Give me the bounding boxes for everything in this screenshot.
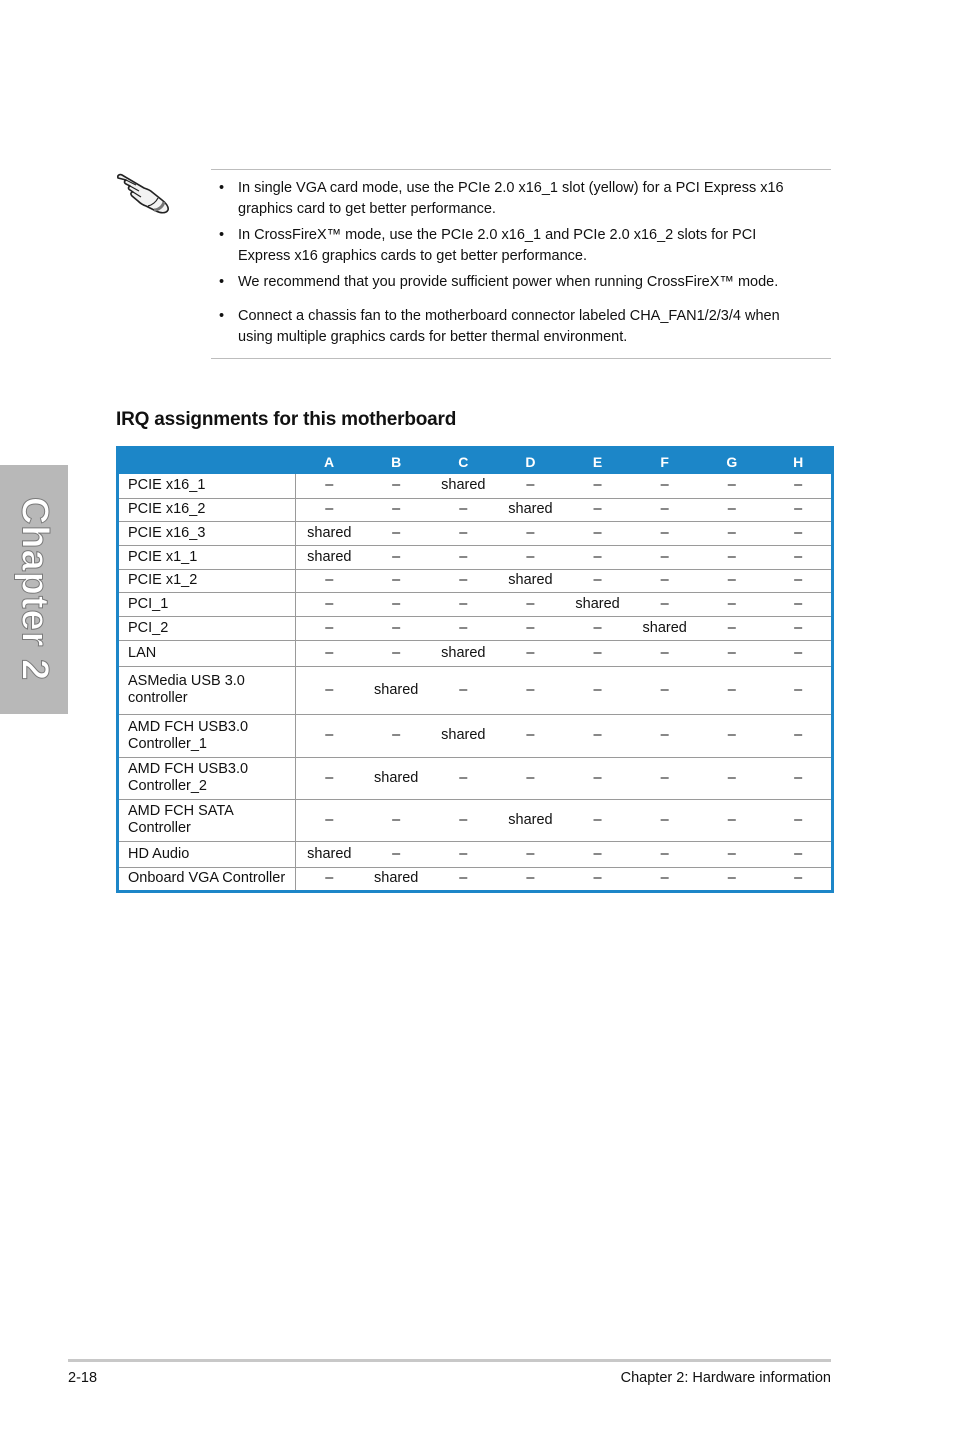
irq-cell: – — [363, 592, 430, 616]
irq-cell: – — [363, 474, 430, 498]
irq-cell: shared — [296, 841, 363, 867]
irq-cell: – — [698, 757, 765, 799]
table-row — [118, 545, 833, 569]
irq-cell: – — [430, 799, 497, 841]
irq-cell: shared — [296, 545, 363, 569]
irq-cell: – — [497, 714, 564, 757]
irq-cell: shared — [430, 640, 497, 666]
irq-cell: – — [698, 521, 765, 545]
irq-cell: – — [631, 474, 698, 498]
column-header: D — [497, 448, 564, 475]
irq-cell: – — [497, 592, 564, 616]
device-name-cell: PCIE x16_2 — [118, 498, 296, 521]
irq-cell: – — [363, 545, 430, 569]
irq-cell: – — [296, 714, 363, 757]
irq-cell: – — [698, 592, 765, 616]
table-row — [118, 841, 833, 867]
footer-divider — [68, 1359, 831, 1362]
device-name-cell: PCI_2 — [118, 616, 296, 640]
irq-cell: – — [363, 616, 430, 640]
device-name-cell: PCIE x16_3 — [118, 521, 296, 545]
irq-cell: shared — [497, 569, 564, 592]
irq-cell: – — [631, 757, 698, 799]
note-item-text: Connect a chassis fan to the motherboard connector labeled CHA_FAN1/2/3/4 when using multiple graphics cards for better thermal environment. — [238, 308, 780, 345]
irq-cell: – — [564, 714, 631, 757]
irq-cell: – — [564, 521, 631, 545]
irq-cell: – — [296, 474, 363, 498]
irq-table — [116, 446, 834, 893]
irq-cell: – — [430, 757, 497, 799]
irq-cell: – — [497, 521, 564, 545]
irq-cell: – — [698, 569, 765, 592]
irq-cell: – — [765, 498, 832, 521]
irq-cell: – — [765, 569, 832, 592]
irq-cell: shared — [564, 592, 631, 616]
irq-cell: – — [564, 640, 631, 666]
irq-cell: – — [698, 799, 765, 841]
irq-cell: – — [296, 569, 363, 592]
irq-cell: – — [296, 799, 363, 841]
irq-cell: – — [497, 841, 564, 867]
irq-cell: – — [564, 841, 631, 867]
irq-cell: – — [363, 498, 430, 521]
irq-cell: – — [363, 841, 430, 867]
irq-cell: shared — [363, 757, 430, 799]
irq-cell: – — [631, 545, 698, 569]
irq-cell: – — [631, 498, 698, 521]
irq-cell: – — [430, 498, 497, 521]
column-header — [118, 448, 296, 475]
irq-cell: – — [430, 666, 497, 714]
irq-cell: – — [497, 666, 564, 714]
irq-cell: – — [765, 640, 832, 666]
device-name-cell: AMD FCH SATA Controller — [118, 799, 296, 841]
irq-cell: – — [497, 616, 564, 640]
column-header: G — [698, 448, 765, 475]
irq-cell: – — [698, 498, 765, 521]
column-header: E — [564, 448, 631, 475]
irq-cell: – — [698, 545, 765, 569]
column-header: A — [296, 448, 363, 475]
irq-cell: – — [631, 799, 698, 841]
irq-cell: – — [698, 666, 765, 714]
irq-cell: – — [497, 545, 564, 569]
irq-cell: – — [296, 592, 363, 616]
irq-cell: – — [363, 799, 430, 841]
chapter-tab-label: Chapter 2 — [13, 496, 56, 682]
table-row — [118, 867, 833, 891]
device-name-cell: PCI_1 — [118, 592, 296, 616]
irq-cell: – — [363, 640, 430, 666]
irq-cell: shared — [497, 498, 564, 521]
table-row — [118, 799, 833, 841]
irq-cell: – — [593, 870, 602, 886]
irq-cell: – — [459, 870, 468, 886]
note-item: • Connect a chassis fan to the motherboard connector labeled CHA_FAN1/2/3/4 when using multiple graphics cards for better thermal environment. — [219, 308, 780, 345]
table-header-row — [118, 448, 833, 475]
table-row — [118, 666, 833, 714]
irq-cell: – — [698, 474, 765, 498]
column-header: F — [631, 448, 698, 475]
irq-cell: – — [631, 640, 698, 666]
table-row — [118, 474, 833, 498]
irq-cell: – — [765, 616, 832, 640]
irq-cell: shared — [631, 616, 698, 640]
irq-cell: – — [564, 569, 631, 592]
irq-cell: – — [631, 592, 698, 616]
irq-cell: shared — [430, 474, 497, 498]
irq-cell: – — [765, 666, 832, 714]
table-row — [118, 616, 833, 640]
table-row — [118, 640, 833, 666]
device-name-cell: Onboard VGA Controller — [118, 867, 296, 891]
chapter-side-tab — [0, 465, 68, 714]
table-row — [118, 592, 833, 616]
irq-cell: – — [660, 870, 669, 886]
irq-cell: – — [765, 799, 832, 841]
page-number: 2-18 — [68, 1370, 98, 1386]
irq-cell: – — [765, 474, 832, 498]
device-name-cell: LAN — [118, 640, 296, 666]
table-row — [118, 757, 833, 799]
irq-cell: – — [631, 569, 698, 592]
irq-cell: shared — [497, 799, 564, 841]
irq-cell: – — [794, 870, 803, 886]
table-row — [118, 498, 833, 521]
irq-cell: – — [564, 799, 631, 841]
irq-cell: – — [296, 757, 363, 799]
irq-cell: shared — [430, 714, 497, 757]
irq-cell: – — [497, 640, 564, 666]
irq-cell: – — [430, 545, 497, 569]
irq-cell: – — [430, 592, 497, 616]
hand-pointing-icon — [114, 170, 172, 214]
irq-cell: shared — [374, 870, 419, 886]
footer-chapter-title: Chapter 2: Hardware information — [620, 1370, 831, 1386]
irq-cell: – — [564, 757, 631, 799]
irq-cell: – — [765, 757, 832, 799]
irq-cell: – — [631, 666, 698, 714]
irq-cell: – — [564, 474, 631, 498]
device-name-cell: PCIE x16_1 — [118, 474, 296, 498]
device-name-cell: HD Audio — [118, 841, 296, 867]
irq-cell: – — [765, 841, 832, 867]
irq-cell: – — [497, 474, 564, 498]
note-item: • We recommend that you provide sufficient power when running CrossFireX™ mode. — [219, 274, 779, 290]
irq-cell: – — [765, 521, 832, 545]
device-name-cell: PCIE x1_2 — [118, 569, 296, 592]
irq-cell: – — [698, 616, 765, 640]
irq-cell: – — [698, 714, 765, 757]
irq-cell: – — [296, 640, 363, 666]
column-header: H — [765, 448, 832, 475]
note-item-text: We recommend that you provide sufficient power when running CrossFireX™ mode. — [238, 274, 779, 290]
note-item-text: In CrossFireX™ mode, use the PCIe 2.0 x16_1 and PCIe 2.0 x16_2 slots for PCI Express x16 graphics cards to get better performance. — [238, 227, 757, 264]
section-title: IRQ assignments for this motherboard — [116, 409, 457, 430]
table-row — [118, 521, 833, 545]
irq-cell: – — [497, 757, 564, 799]
irq-cell: – — [430, 841, 497, 867]
irq-cell: – — [765, 714, 832, 757]
irq-cell: – — [631, 521, 698, 545]
irq-cell: shared — [363, 666, 430, 714]
irq-cell: – — [631, 714, 698, 757]
device-name-cell: ASMedia USB 3.0 controller — [118, 666, 296, 714]
irq-cell: – — [363, 569, 430, 592]
table-body — [118, 474, 833, 891]
irq-cell: – — [698, 841, 765, 867]
device-name-cell: PCIE x1_1 — [118, 545, 296, 569]
irq-cell: – — [564, 498, 631, 521]
irq-cell: – — [296, 616, 363, 640]
device-name-cell: AMD FCH USB3.0 Controller_2 — [118, 757, 296, 799]
column-header: C — [430, 448, 497, 475]
irq-cell: – — [430, 521, 497, 545]
column-header: B — [363, 448, 430, 475]
irq-cell: – — [363, 521, 430, 545]
irq-cell: – — [765, 592, 832, 616]
irq-cell: – — [526, 870, 535, 886]
note-item: • In CrossFireX™ mode, use the PCIe 2.0 x16_1 and PCIe 2.0 x16_2 slots for PCI Express x16 graphics cards to get better performance. — [219, 227, 757, 264]
irq-cell: – — [296, 666, 363, 714]
irq-cell: – — [430, 569, 497, 592]
irq-cell: – — [564, 616, 631, 640]
table-row — [118, 714, 833, 757]
irq-cell: – — [564, 666, 631, 714]
irq-cell: – — [765, 545, 832, 569]
irq-cell: – — [631, 841, 698, 867]
irq-cell: – — [430, 616, 497, 640]
note-item: • In single VGA card mode, use the PCIe 2.0 x16_1 slot (yellow) for a PCI Express x16 graphics card to get better performance. — [219, 180, 784, 217]
irq-cell: – — [564, 545, 631, 569]
irq-cell: – — [698, 640, 765, 666]
note-item-text: In single VGA card mode, use the PCIe 2.0 x16_1 slot (yellow) for a PCI Express x16 graphics card to get better performance. — [238, 180, 784, 217]
irq-cell: – — [363, 714, 430, 757]
note-box — [211, 169, 831, 359]
table-row — [118, 569, 833, 592]
irq-cell: – — [727, 870, 736, 886]
irq-cell: – — [325, 870, 334, 886]
irq-cell: – — [296, 498, 363, 521]
device-name-cell: AMD FCH USB3.0 Controller_1 — [118, 714, 296, 757]
irq-cell: shared — [296, 521, 363, 545]
